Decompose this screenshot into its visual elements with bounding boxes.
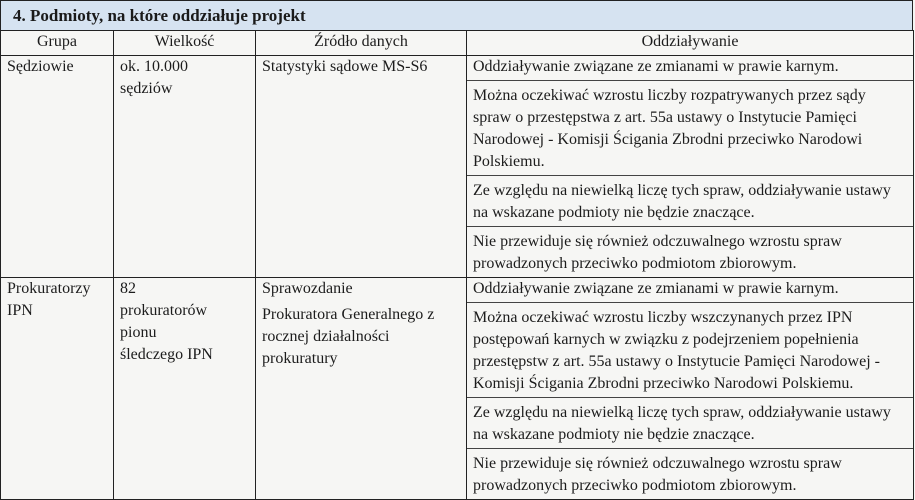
impact-paragraph: Oddziaływanie związane ze zmianami w prawie karnym. (467, 56, 913, 81)
impact-paragraph: Nie przewiduje się również odczuwalnego wzrostu spraw prowadzonych przeciwko podmiotom zbiorowym. (473, 233, 842, 272)
stakeholders-table (0, 30, 914, 500)
impact-paragraph: Można oczekiwać wzrostu liczby wszczynanych przez IPN postępowań karnych w związku z podejrzeniem popełnienia przestępstw z art. 55a ustawy o Instytucie Pamięci Narodowej - Komisji Ścigania Zbrodni przeciwko Narodowi Polskiemu. (467, 307, 913, 398)
cell-source (256, 278, 467, 500)
column-header-group: Grupa (1, 31, 114, 56)
size-line: prokuratorów (120, 302, 208, 319)
size-line: ok. 10.000 (120, 58, 188, 75)
group-name: Sędziowie (7, 58, 74, 75)
cell-size (114, 56, 256, 278)
size-line: 82 (120, 280, 136, 297)
impact-paragraph: Można oczekiwać wzrostu liczby rozpatrywanych przez sądy spraw o przestępstwa z art. 55a ustawy o Instytucie Pamięci Narodowej - Komisji Ścigania Zbrodni przeciwko Narodowi Polskiemu. (467, 85, 913, 176)
cell-group (1, 278, 114, 500)
group-name: Prokuratorzy IPN (7, 280, 91, 319)
cell-group (1, 56, 114, 278)
size-line: sędziów (120, 80, 173, 97)
impact-paragraph: Nie przewiduje się również odczuwalnego wzrostu spraw prowadzonych przeciwko podmiotom zbiorowym. (473, 455, 842, 494)
impact-paragraph: Oddziaływanie związane ze zmianami w prawie karnym. (467, 278, 913, 303)
column-header-impact: Oddziaływanie (467, 31, 914, 56)
cell-source (256, 56, 467, 278)
size-line: pionu (120, 324, 157, 341)
table-row (1, 278, 914, 500)
column-header-source: Źródło danych (256, 31, 467, 56)
section-title: 4. Podmioty, na które oddziałuje projekt (0, 0, 913, 30)
cell-impact (467, 278, 914, 500)
impact-paragraph: Ze względu na niewielką liczę tych spraw, oddziaływanie ustawy na wskazane podmioty nie będzie znaczące. (467, 402, 913, 449)
source-line: Sprawozdanie (262, 280, 353, 297)
column-header-size: Wielkość (114, 31, 256, 56)
source-line: Statystyki sądowe MS-S6 (262, 58, 428, 75)
cell-impact (467, 56, 914, 278)
cell-size (114, 278, 256, 500)
size-line: śledczego IPN (120, 346, 213, 363)
impact-paragraph: Ze względu na niewielką liczę tych spraw, oddziaływanie ustawy na wskazane podmioty nie będzie znaczące. (467, 180, 913, 227)
table-row (1, 56, 914, 278)
table-header-row (1, 31, 914, 56)
source-line: Prokuratora Generalnego z rocznej działalności prokuratury (262, 306, 435, 367)
